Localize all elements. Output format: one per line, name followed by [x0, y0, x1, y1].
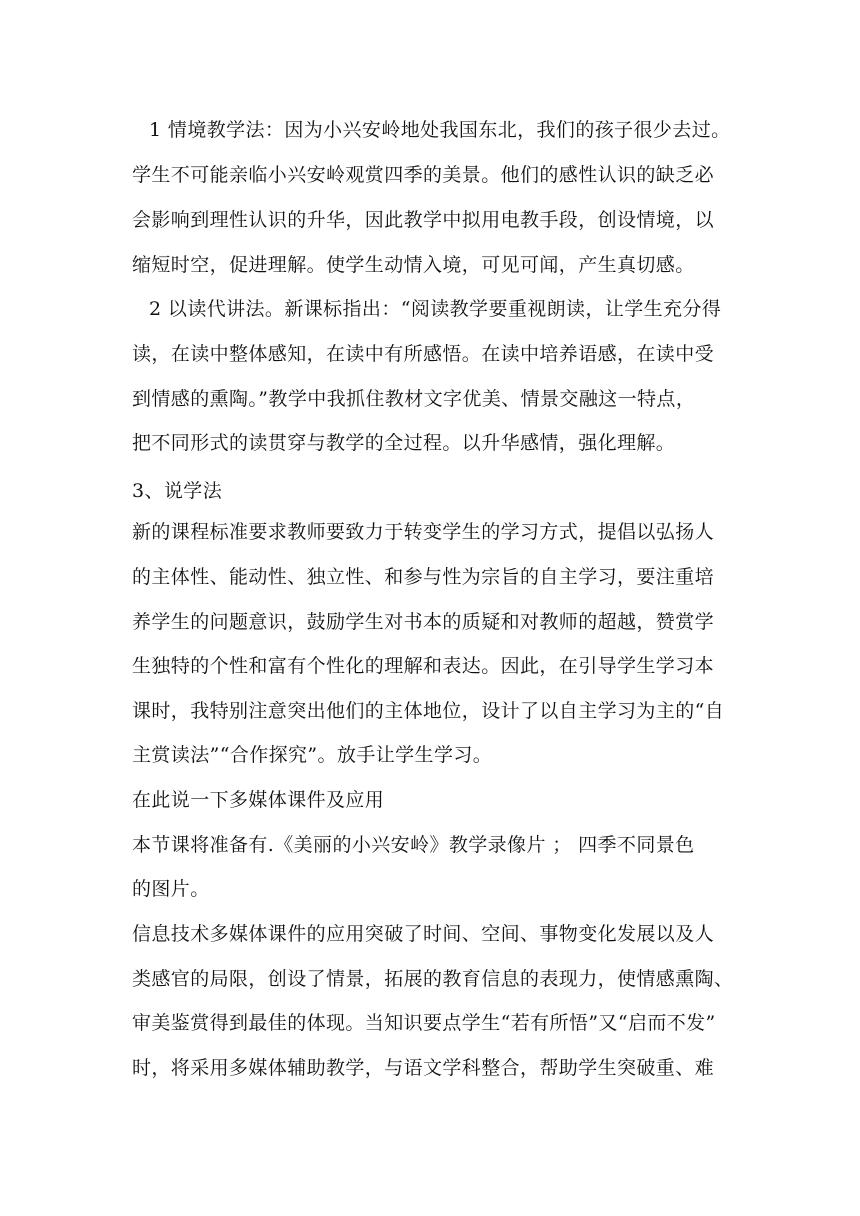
paragraph-line: 缩短时空，促进理解。使学生动情入境，可见可闻，产生真切感。: [132, 254, 695, 276]
paragraph-line: 主赏读法”“合作探究”。放手让学生学习。: [132, 744, 493, 766]
paragraph-line: 审美鉴赏得到最佳的体现。当知识要点学生“若有所悟”又“启而不发”: [132, 1012, 716, 1034]
paragraph-line: 读，在读中整体感知，在读中有所感悟。在读中培养语感，在读中受: [132, 343, 715, 365]
paragraph-line: 会影响到理性认识的升华，因此教学中拟用电教手段，创设情境，以: [132, 209, 715, 231]
paragraph-line: 2 以读代讲法。新课标指出：“阅读教学要重视朗读，让学生充分得: [149, 298, 722, 320]
paragraph-line: 到情感的熏陶。”教学中我抓住教材文字优美、情景交融这一特点，: [132, 388, 696, 410]
paragraph-line: 生独特的个性和富有个性化的理解和表达。因此，在引导学生学习本: [132, 655, 715, 677]
paragraph-line: 信息技术多媒体课件的应用突破了时间、空间、事物变化发展以及人: [132, 923, 715, 945]
paragraph-line: 养学生的问题意识，鼓励学生对书本的质疑和对教师的超越，赞赏学: [132, 611, 715, 633]
paragraph-line: 1 情境教学法：因为小兴安岭地处我国东北，我们的孩子很少去过。: [149, 119, 731, 141]
paragraph-line: 学生不可能亲临小兴安岭观赏四季的美景。他们的感性认识的缺乏必: [132, 164, 715, 186]
paragraph-line: 的图片。: [132, 878, 210, 900]
paragraph-line: 新的课程标准要求教师要致力于转变学生的学习方式，提倡以弘扬人: [132, 521, 715, 543]
paragraph-line: 时，将采用多媒体辅助教学，与语文学科整合，帮助学生突破重、难: [132, 1057, 715, 1079]
paragraph-line: 的主体性、能动性、独立性、和参与性为宗旨的自主学习，要注重培: [132, 566, 715, 588]
paragraph-line: 课时，我特别注意突出他们的主体地位，设计了以自主学习为主的“自: [132, 700, 725, 722]
section-heading: 3、说学法: [132, 480, 223, 502]
paragraph-line: 把不同形式的读贯穿与教学的全过程。以升华感情，强化理解。: [132, 432, 676, 454]
paragraph-line: 本节课将准备有.《美丽的小兴安岭》教学录像片 ； 四季不同景色: [132, 834, 695, 856]
paragraph-line: 类感官的局限，创设了情景，拓展的教育信息的表现力，使情感熏陶、: [132, 968, 734, 990]
paragraph-line: 在此说一下多媒体课件及应用: [132, 789, 385, 811]
